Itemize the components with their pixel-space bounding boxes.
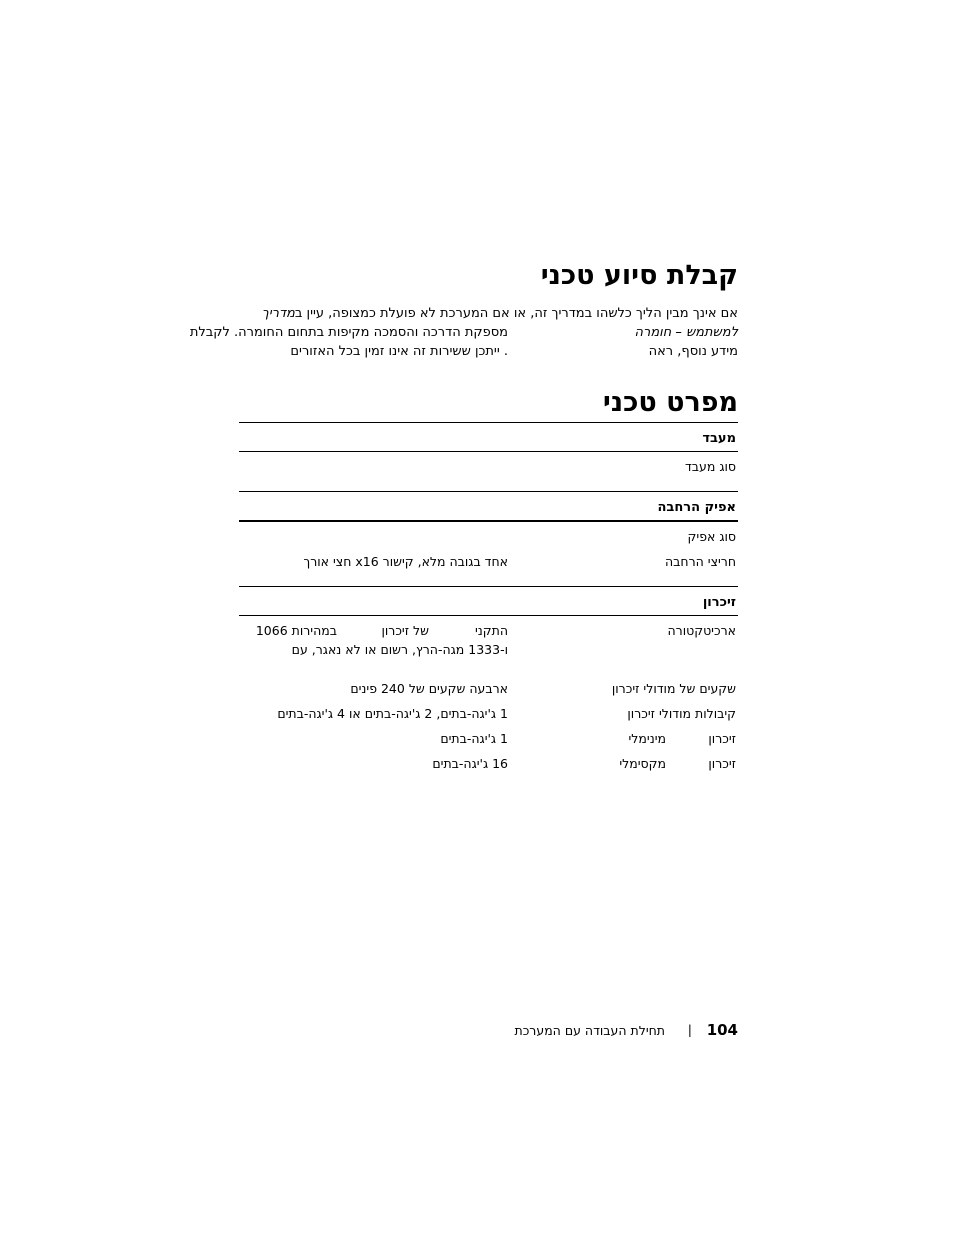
expansion-slots-label: חריצי הרחבה [665, 554, 736, 569]
support-guide-title: למשתמש – חומרה [634, 325, 738, 340]
support-paragraph-line-1 [262, 304, 738, 323]
divider [239, 491, 738, 492]
memory-capacity-value: 1 ג'יגה-בתים, 2 ג'יגה-בתים או 4 ג'יגה-בתים [277, 706, 508, 721]
memory-sockets-value: ארבעה שקעים של 240 פינים [350, 681, 508, 696]
memory-maximum-label-a: זיכרון [708, 756, 736, 771]
memory-architecture-value-1c: במהירות 1066 [255, 623, 337, 638]
section-heading-processor: מעבד [702, 431, 736, 446]
memory-sockets-label: שקעים של מודולי זיכרון [611, 681, 736, 696]
support-title: קבלת סיוע טכני [540, 260, 738, 291]
support-line1-text: אם אינך מבין הליך כלשהו במדריך זה, או אם המערכת לא פועלת כמצופה, עיין ב [294, 306, 738, 321]
memory-capacity-label: קיבולות מודולי זיכרון [627, 706, 736, 721]
divider [239, 422, 738, 423]
bus-type-label: סוג אפיק [687, 529, 736, 544]
support-line3-end: . ייתכן ששירות זה אינו זמין בכל האזורים [290, 344, 508, 359]
memory-minimum-label-b: מינימלי [628, 731, 666, 746]
specs-title: מפרט טכני [602, 387, 738, 418]
footer-chapter-title: תחילת העבודה עם המערכת [514, 1023, 665, 1038]
memory-architecture-label: ארכיטקטורה [667, 623, 736, 638]
expansion-slots-value: אחד בגובה מלא, קישור x16 חצי אורך [303, 554, 508, 569]
support-line2-text: מספקת הדרכה והסמכה מקיפות בתחום החומרה. לקבלת [189, 325, 508, 340]
processor-type-label: סוג מעבד [684, 459, 736, 474]
memory-maximum-value: 16 ג'יגה-בתים [432, 756, 508, 771]
section-heading-memory: זיכרון [702, 595, 736, 610]
memory-architecture-value-1b: של זיכרון [381, 623, 429, 638]
support-line3-start: מידע נוסף, ראה [648, 344, 738, 359]
support-line1-italic: מדריך [261, 306, 295, 321]
divider [239, 451, 738, 452]
page-number: 104 [706, 1021, 738, 1039]
section-heading-expansion: אפיק הרחבה [657, 500, 736, 515]
divider [239, 586, 738, 587]
divider [239, 520, 738, 522]
memory-architecture-value-2: ו-1333 מגה-הרץ, רשום או לא נאגר, עם [291, 642, 508, 657]
memory-maximum-label-b: מקסימלי [619, 756, 666, 771]
memory-minimum-value: 1 ג'יגה-בתים [440, 731, 508, 746]
footer-separator: | [687, 1022, 692, 1037]
divider [239, 615, 738, 616]
memory-architecture-value-1a: התקני [474, 623, 508, 638]
memory-minimum-label-a: זיכרון [708, 731, 736, 746]
